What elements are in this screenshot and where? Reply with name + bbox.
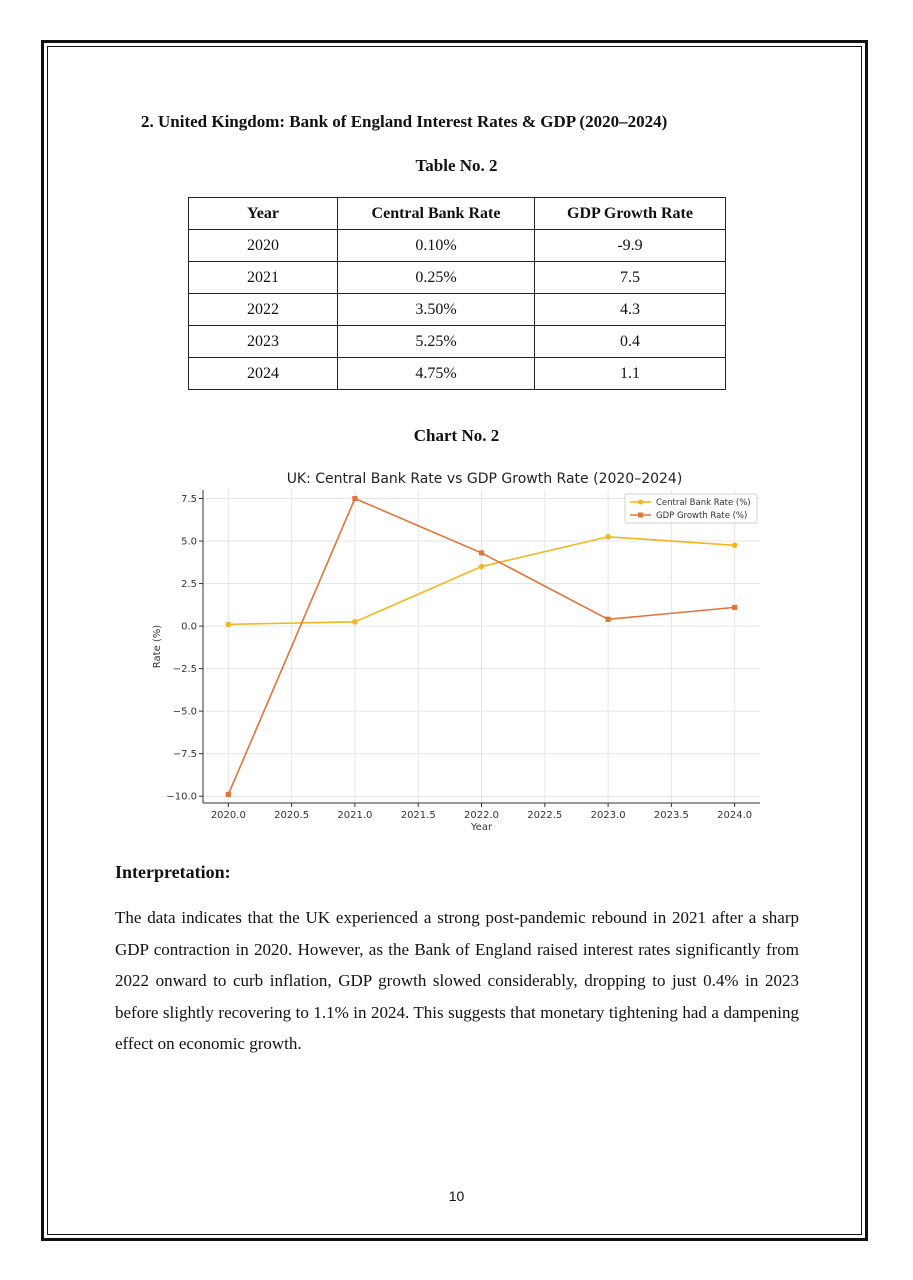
chart-title: UK: Central Bank Rate vs GDP Growth Rate (2020–2024): [286, 471, 683, 487]
table-row: [189, 358, 726, 390]
line-chart: [140, 462, 780, 842]
cell-gdp: 0.4: [535, 326, 726, 358]
cell-rate: 0.25%: [338, 262, 535, 294]
cell-gdp: 1.1: [535, 358, 726, 390]
data-point: [352, 496, 357, 501]
y-tick-label: 7.5: [181, 494, 197, 506]
y-tick-label: −2.5: [172, 664, 197, 676]
data-point: [352, 619, 358, 625]
legend-marker: [638, 513, 643, 518]
legend-marker: [638, 499, 643, 504]
page-number: 10: [448, 1188, 465, 1204]
table-caption: Table No. 2: [415, 156, 498, 175]
x-tick-label: 2020.0: [210, 810, 246, 821]
data-point: [226, 792, 231, 797]
table-row: [189, 326, 726, 358]
cell-rate: 5.25%: [338, 326, 535, 358]
table-row: [189, 294, 726, 326]
x-tick-label: 2023.5: [653, 810, 689, 821]
table-header-row: [189, 198, 726, 230]
table-row: [189, 262, 726, 294]
x-tick-label: 2022.5: [527, 810, 563, 821]
data-point: [479, 564, 485, 570]
table-row: [189, 230, 726, 262]
y-tick-label: −5.0: [172, 706, 197, 718]
header-gdp-growth-rate: GDP Growth Rate: [535, 198, 726, 230]
data-table: [188, 197, 726, 390]
data-point: [605, 534, 611, 540]
x-tick-label: 2023.0: [590, 810, 626, 821]
y-tick-label: 0.0: [181, 621, 197, 633]
y-tick-label: 5.0: [181, 536, 197, 548]
y-tick-label: −7.5: [172, 749, 197, 761]
legend-label: Central Bank Rate (%): [656, 498, 751, 508]
interpretation-title: Interpretation:: [115, 862, 231, 882]
x-tick-label: 2021.0: [337, 810, 373, 821]
x-tick-label: 2021.5: [400, 810, 436, 821]
cell-rate: 3.50%: [338, 294, 535, 326]
cell-year: 2021: [189, 262, 338, 294]
cell-gdp: 4.3: [535, 294, 726, 326]
cell-year: 2020: [189, 230, 338, 262]
y-tick-label: 2.5: [181, 579, 197, 591]
x-axis-label: Year: [470, 822, 493, 833]
legend-label: GDP Growth Rate (%): [656, 511, 748, 521]
data-point: [605, 617, 610, 622]
cell-year: 2024: [189, 358, 338, 390]
data-point: [226, 622, 232, 628]
data-point: [732, 542, 738, 548]
y-tick-label: −10.0: [166, 791, 197, 803]
x-tick-label: 2020.5: [274, 810, 310, 821]
x-tick-label: 2024.0: [717, 810, 753, 821]
header-central-bank-rate: Central Bank Rate: [338, 198, 535, 230]
cell-rate: 0.10%: [338, 230, 535, 262]
header-year: Year: [189, 198, 338, 230]
cell-year: 2022: [189, 294, 338, 326]
chart-caption: Chart No. 2: [413, 426, 500, 445]
section-heading: 2. United Kingdom: Bank of England Interest Rates & GDP (2020–2024): [141, 112, 668, 131]
cell-year: 2023: [189, 326, 338, 358]
data-point: [732, 605, 737, 610]
x-tick-label: 2022.0: [464, 810, 499, 821]
cell-rate: 4.75%: [338, 358, 535, 390]
y-axis-label: Rate (%): [152, 624, 163, 669]
interpretation-body: The data indicates that the UK experienced a strong post-pandemic rebound in 2021 after a sharp GDP contraction in 2020. However, as the Bank of England raised interest rates significantly from 2022 onward to curb inflation, GDP growth slowed considerably, dropping to just 0.4% in 2023 before slightly recovering to 1.1% in 2024. This suggests that monetary tightening had a dampening effect on economic growth.: [115, 908, 799, 1053]
cell-gdp: 7.5: [535, 262, 726, 294]
cell-gdp: -9.9: [535, 230, 726, 262]
data-point: [479, 550, 484, 555]
